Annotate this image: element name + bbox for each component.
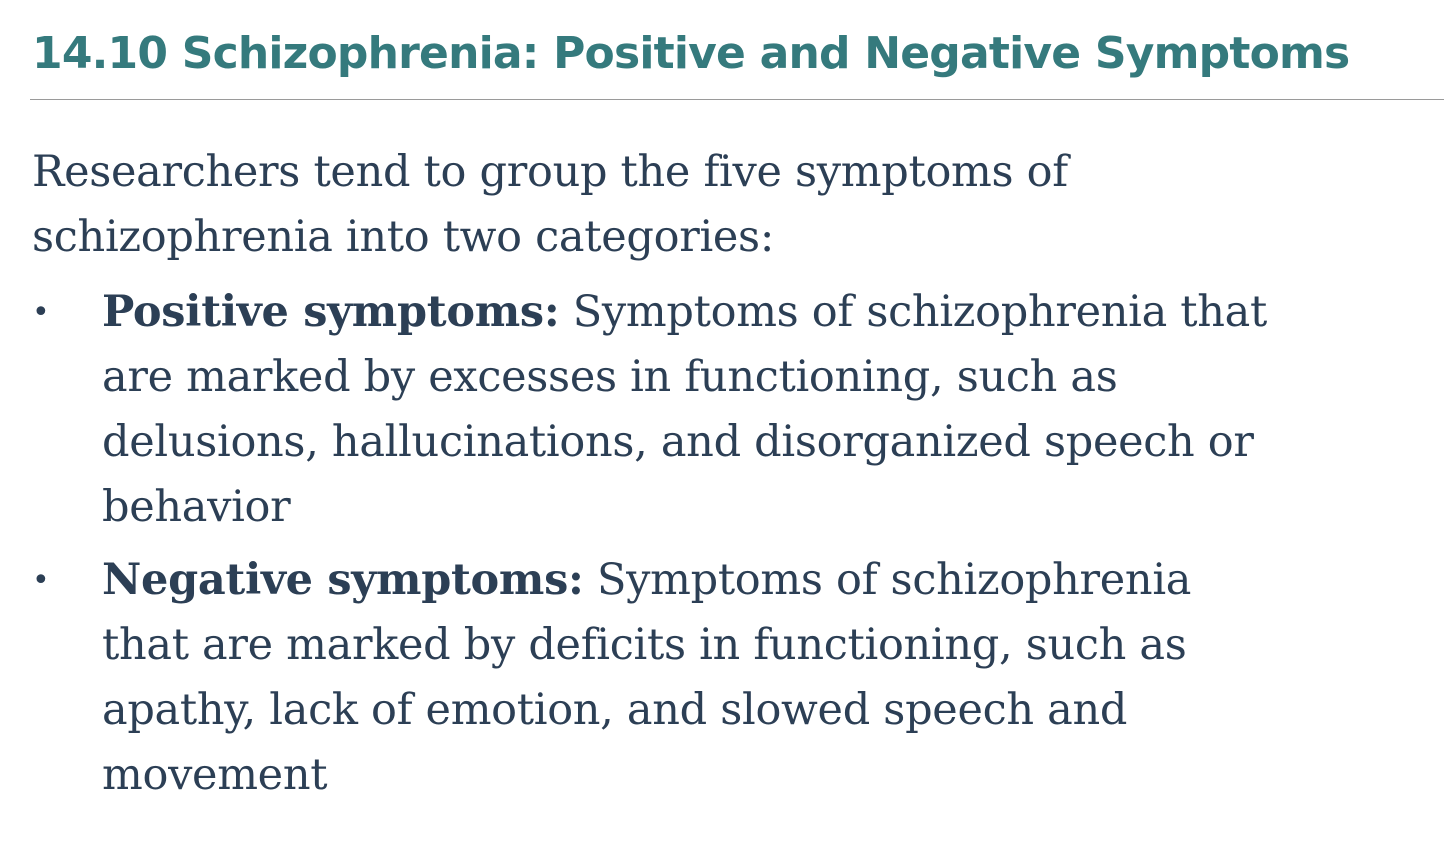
bullet-icon: • xyxy=(32,295,50,330)
bullet-term: Negative symptoms: xyxy=(102,555,584,605)
bullet-icon: • xyxy=(32,563,50,598)
slide-body xyxy=(32,140,1332,816)
bullet-text: Symptoms of schizophrenia that are marked by excesses in functioning, such as delusions, hallucinations, and disorganized speech or behavior xyxy=(102,287,1267,532)
title-divider xyxy=(30,99,1444,100)
slide-title: 14.10 Schizophrenia: Positive and Negative Symptoms xyxy=(32,28,1350,79)
bullet-term: Positive symptoms: xyxy=(102,287,560,337)
list-item-negative-symptoms xyxy=(32,548,1287,808)
symptom-list xyxy=(32,280,1332,808)
intro-paragraph: Researchers tend to group the five symptoms of schizophrenia into two categories: xyxy=(32,147,1068,262)
bullet-text: Symptoms of schizophrenia that are marked by deficits in functioning, such as apathy, lack of emotion, and slowed speech and movement xyxy=(102,555,1192,800)
list-item-positive-symptoms xyxy=(32,280,1287,540)
